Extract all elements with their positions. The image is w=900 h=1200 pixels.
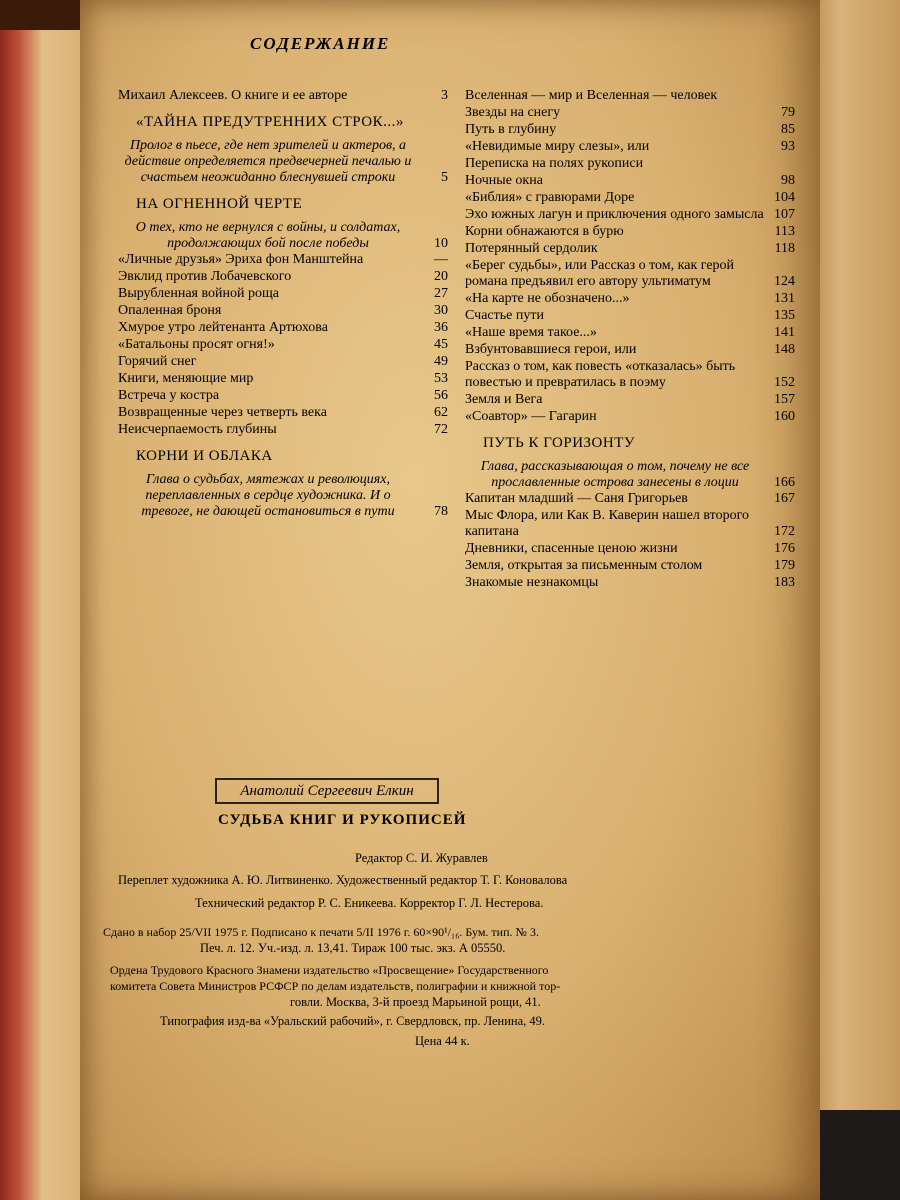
chapter-intro bbox=[118, 472, 448, 520]
chapter-intro bbox=[118, 220, 448, 252]
chapter-intro bbox=[465, 459, 795, 491]
page-number: 152 bbox=[774, 375, 795, 390]
page-number: 160 bbox=[774, 409, 795, 424]
page-number: 167 bbox=[774, 491, 795, 506]
toc-entry bbox=[465, 258, 795, 290]
page-number: 36 bbox=[434, 320, 448, 335]
toc-entry bbox=[118, 303, 448, 319]
entry-title: Потерянный сердолик bbox=[465, 241, 598, 256]
page-number: 85 bbox=[781, 122, 795, 137]
page-number: 3 bbox=[441, 88, 448, 103]
entry-title: Переписка на полях рукописи bbox=[465, 156, 644, 171]
toc-entry bbox=[118, 388, 448, 404]
page-title: СОДЕРЖАНИЕ bbox=[250, 34, 391, 53]
toc-entry bbox=[465, 409, 795, 425]
imprint-line: Печ. л. 12. Уч.-изд. л. 13,41. Тираж 100 тыс. экз. А 05550. bbox=[200, 941, 506, 955]
page-number: 124 bbox=[774, 274, 795, 289]
page-number: 78 bbox=[434, 504, 448, 519]
page-number: 98 bbox=[781, 173, 795, 188]
toc-entry bbox=[118, 337, 448, 353]
entry-title: Горячий снег bbox=[118, 354, 197, 369]
page-number: 5 bbox=[441, 170, 448, 185]
page-number: 56 bbox=[434, 388, 448, 403]
imprint-line: Типография изд-ва «Уральский рабочий», г. Свердловск, пр. Ленина, 49. bbox=[160, 1014, 546, 1028]
page-number: 118 bbox=[774, 241, 795, 256]
entry-title: Возвращенные через четверть века bbox=[118, 405, 327, 420]
page-number: 79 bbox=[781, 105, 795, 120]
toc-entry bbox=[118, 88, 448, 104]
page-number: 93 bbox=[781, 139, 795, 154]
toc-entry bbox=[465, 575, 795, 591]
entry-title: Хмурое утро лейтенанта Артюхова bbox=[118, 320, 328, 335]
page-number: 179 bbox=[774, 558, 795, 573]
entry-title: Эвклид против Лобачевского bbox=[118, 269, 292, 284]
section-heading: «ТАЙНА ПРЕДУТРЕННИХ СТРОК...» bbox=[136, 114, 404, 130]
page-number: 30 bbox=[434, 303, 448, 318]
toc-entry bbox=[465, 207, 795, 223]
page-number: 172 bbox=[774, 524, 795, 539]
entry-title: Опаленная броня bbox=[118, 303, 222, 318]
toc-entry bbox=[465, 308, 795, 324]
page-number: 131 bbox=[774, 291, 795, 306]
page-number: 53 bbox=[434, 371, 448, 386]
imprint-line: говли. Москва, 3-й проезд Марьиной рощи, 41. bbox=[290, 995, 541, 1009]
section-heading: НА ОГНЕННОЙ ЧЕРТЕ bbox=[136, 196, 303, 212]
entry-title: Вселенная — мир и Вселенная — человек bbox=[465, 88, 718, 103]
entry-title: «Берег судьбы», или Рассказ о том, как герой романа предъявил его автору ультиматум bbox=[465, 258, 735, 289]
toc-entry bbox=[465, 558, 795, 574]
toc-left-column bbox=[118, 88, 448, 520]
toc-entry bbox=[118, 422, 448, 438]
entry-title: Вырубленная войной роща bbox=[118, 286, 279, 301]
entry-title: Дневники, спасенные ценою жизни bbox=[465, 541, 678, 556]
imprint-line: Ордена Трудового Красного Знамени издательство «Просвещение» Государственного bbox=[110, 963, 549, 977]
entry-title: «Библия» с гравюрами Доре bbox=[465, 190, 635, 205]
toc-entry bbox=[118, 320, 448, 336]
imprint-line: комитета Совета Министров РСФСР по делам издательств, полиграфии и книжной тор- bbox=[110, 979, 561, 993]
toc-entry bbox=[118, 252, 448, 268]
entry-title: Звезды на снегу bbox=[465, 105, 561, 120]
page-number: 45 bbox=[434, 337, 448, 352]
toc-entry bbox=[465, 325, 795, 341]
toc-entry bbox=[465, 392, 795, 408]
price: Цена 44 к. bbox=[415, 1034, 470, 1048]
entry-title: Корни обнажаются в бурю bbox=[465, 224, 624, 239]
toc-entry bbox=[465, 541, 795, 557]
entry-title: Глава, рассказывающая о том, почему не все прославленные острова занесены в лоции bbox=[480, 459, 750, 490]
page-number: 157 bbox=[774, 392, 795, 407]
page-number: 62 bbox=[434, 405, 448, 420]
toc-entry bbox=[465, 291, 795, 307]
entry-title: «Невидимые миру слезы», или bbox=[465, 139, 650, 154]
page-number: 135 bbox=[774, 308, 795, 323]
entry-title: О тех, кто не вернулся с войны, и солдатах, продолжающих бой после победы bbox=[135, 220, 401, 251]
page-number: 113 bbox=[774, 224, 795, 239]
entry-title: Капитан младший — Саня Григорьев bbox=[465, 491, 688, 506]
page-number: 10 bbox=[434, 236, 448, 251]
toc-entry bbox=[118, 354, 448, 370]
page-number: 148 bbox=[774, 342, 795, 357]
toc-entry bbox=[118, 371, 448, 387]
toc-entry bbox=[465, 122, 795, 138]
imprint-line: Редактор С. И. Журавлев bbox=[355, 851, 488, 865]
toc-entry bbox=[465, 139, 795, 155]
page-number: — bbox=[434, 252, 448, 267]
toc-entry bbox=[465, 359, 795, 391]
entry-title: «На карте не обозначено...» bbox=[465, 291, 630, 306]
page-number: 27 bbox=[434, 286, 448, 301]
toc-entry bbox=[465, 173, 795, 189]
page-number: 141 bbox=[774, 325, 795, 340]
page-number: 49 bbox=[434, 354, 448, 369]
entry-title: Неисчерпаемость глубины bbox=[118, 422, 277, 437]
entry-title: Рассказ о том, как повесть «отказалась» быть повестью и превратилась в поэму bbox=[465, 359, 736, 390]
entry-title: Земля и Вега bbox=[465, 392, 543, 407]
toc-entry bbox=[465, 88, 795, 104]
toc-entry bbox=[118, 286, 448, 302]
section-heading: КОРНИ И ОБЛАКА bbox=[136, 448, 273, 464]
entry-title: Эхо южных лагун и приключения одного замысла bbox=[465, 207, 764, 222]
entry-title: «Личные друзья» Эриха фон Манштейна bbox=[118, 252, 364, 267]
section-heading: ПУТЬ К ГОРИЗОНТУ bbox=[483, 435, 636, 451]
page-number: 183 bbox=[774, 575, 795, 590]
toc-entry bbox=[465, 156, 795, 172]
entry-title: «Соавтор» — Гагарин bbox=[465, 409, 597, 424]
entry-title: Счастье пути bbox=[465, 308, 544, 323]
book-title: СУДЬБА КНИГ И РУКОПИСЕЙ bbox=[218, 812, 467, 828]
toc-entry bbox=[465, 190, 795, 206]
entry-title: «Наше время такое...» bbox=[465, 325, 597, 340]
toc-entry bbox=[465, 241, 795, 257]
entry-title: Ночные окна bbox=[465, 173, 543, 188]
toc-entry bbox=[465, 342, 795, 358]
chapter-intro bbox=[118, 138, 448, 186]
page-number: 176 bbox=[774, 541, 795, 556]
entry-title: Книги, меняющие мир bbox=[118, 371, 254, 386]
toc-entry bbox=[465, 105, 795, 121]
entry-title: Знакомые незнакомцы bbox=[465, 575, 599, 590]
imprint-line: Переплет художника А. Ю. Литвиненко. Художественный редактор Т. Г. Коновалова bbox=[118, 873, 568, 887]
entry-title: Мыс Флора, или Как В. Каверин нашел второго капитана bbox=[465, 508, 749, 539]
entry-title: Путь в глубину bbox=[465, 122, 557, 137]
toc-entry bbox=[465, 224, 795, 240]
page-number: 72 bbox=[434, 422, 448, 437]
entry-title: Михаил Алексеев. О книге и ее авторе bbox=[118, 88, 348, 103]
entry-title: Глава о судьбах, мятежах и революциях, переплавленных в сердце художника. И о тревоге, не дающей остановиться в пути bbox=[141, 472, 395, 519]
toc-entry bbox=[465, 508, 795, 540]
page-number: 20 bbox=[434, 269, 448, 284]
toc-right-column bbox=[465, 88, 795, 592]
entry-title: Пролог в пьесе, где нет зрителей и актеров, а действие определяется предвечерней печалью и счастьем неожиданно блеснувшей строки bbox=[124, 138, 412, 185]
toc-entry bbox=[465, 491, 795, 507]
author-name: Анатолий Сергеевич Елкин bbox=[215, 778, 439, 804]
toc-entry bbox=[118, 405, 448, 421]
imprint-line: Технический редактор Р. С. Еникеева. Корректор Г. Л. Нестерова. bbox=[195, 896, 544, 910]
entry-title: «Батальоны просят огня!» bbox=[118, 337, 275, 352]
toc-entry bbox=[118, 269, 448, 285]
page-number: 104 bbox=[774, 190, 795, 205]
entry-title: Земля, открытая за письменным столом bbox=[465, 558, 703, 573]
page-number: 166 bbox=[774, 475, 795, 490]
imprint-line: Сдано в набор 25/VII 1975 г. Подписано к печати 5/II 1976 г. 60×90¹/₁₆. Бум. тип. № 3. bbox=[103, 925, 539, 939]
entry-title: Встреча у костра bbox=[118, 388, 220, 403]
page-number: 107 bbox=[774, 207, 795, 222]
entry-title: Взбунтовавшиеся герои, или bbox=[465, 342, 637, 357]
